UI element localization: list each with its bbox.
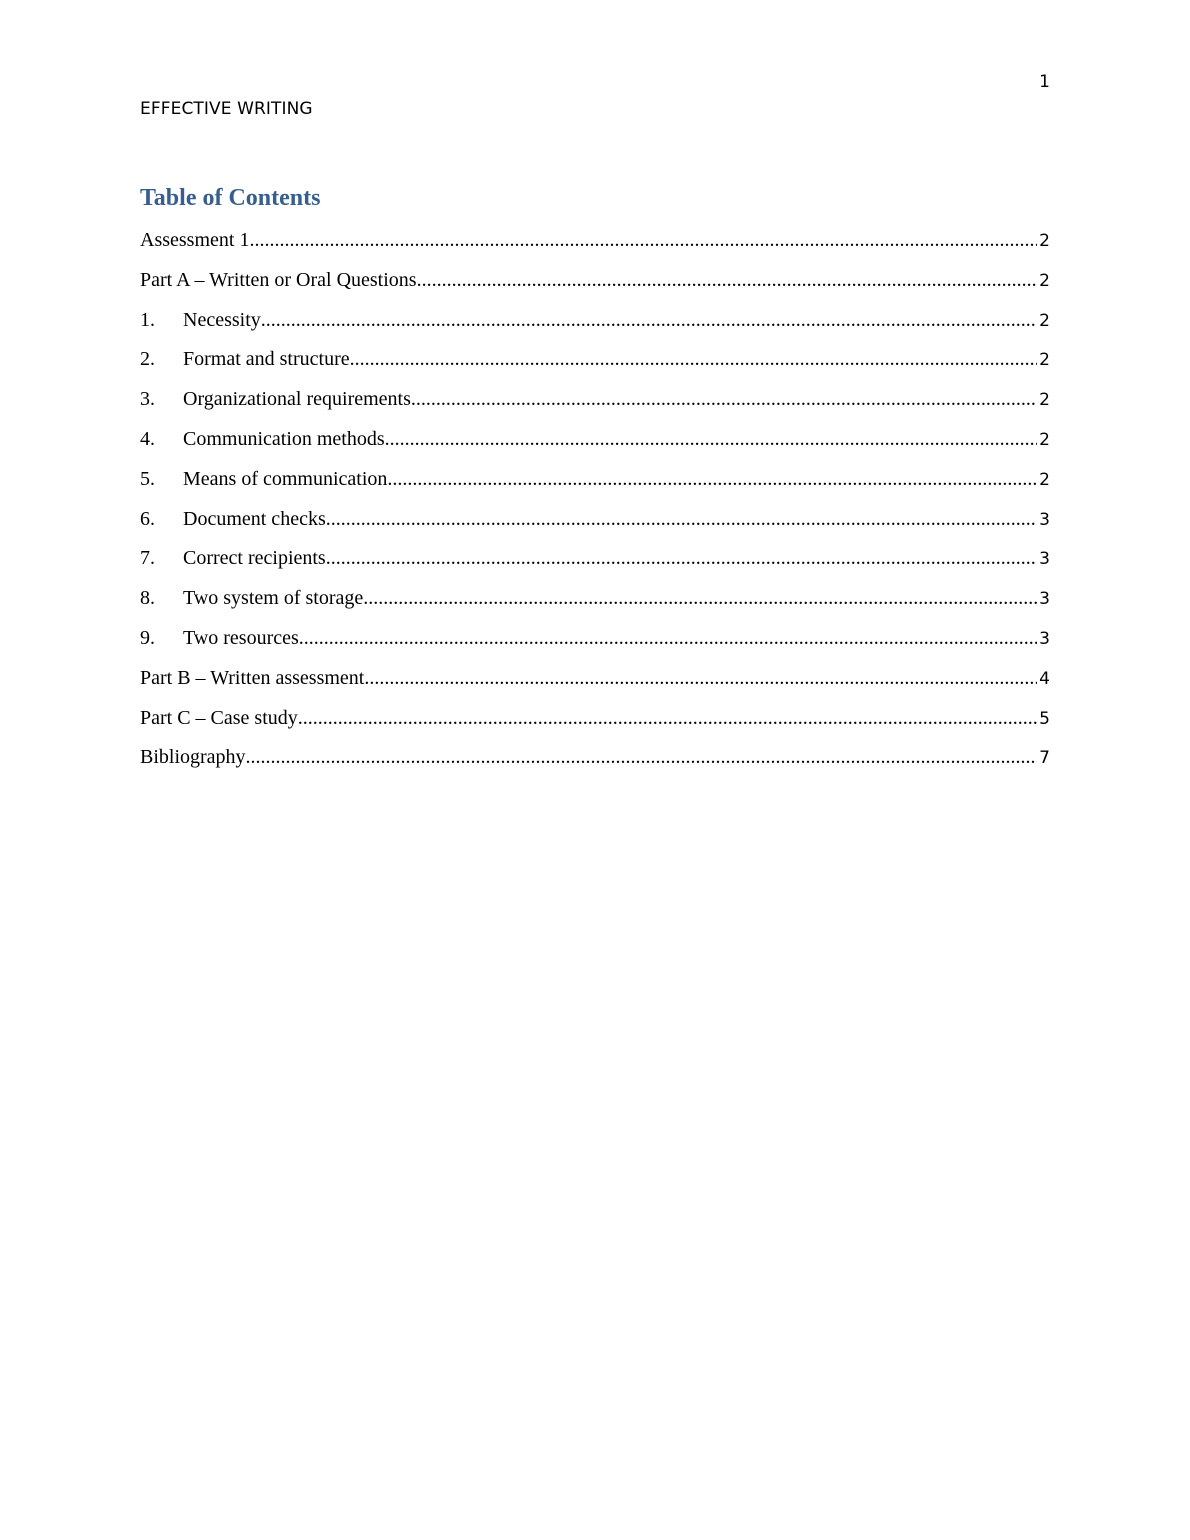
toc-entry-part-a[interactable] [140,266,1050,306]
toc-entry-page: 3 [1039,509,1050,530]
toc-entry-communication-methods[interactable] [140,425,1050,465]
toc-dot-leader [363,584,1037,612]
toc-entry-label: Two resources [183,626,299,649]
toc-entry-part-c[interactable] [140,704,1050,744]
toc-entry-number: 4. [140,427,155,450]
toc-entry-correct-recipients[interactable] [140,544,1050,584]
toc-title: Table of Contents [140,185,321,211]
toc-dot-leader [326,544,1037,572]
toc-entry-number: 1. [140,308,155,331]
toc-dot-leader [387,465,1037,493]
toc-dot-leader [246,743,1038,771]
toc-dot-leader [249,226,1037,254]
running-head: EFFECTIVE WRITING [140,99,313,119]
toc-entry-label: Necessity [183,308,261,331]
toc-entry-label: Part B – Written assessment [140,666,365,689]
toc-entry-format-and-structure[interactable] [140,345,1050,385]
toc-dot-leader [298,704,1037,732]
toc-entry-label: Correct recipients [183,547,326,570]
toc-entry-number: 2. [140,348,155,371]
toc-entry-page: 2 [1039,270,1050,291]
toc-entry-number: 9. [140,626,155,649]
toc-entry-number: 5. [140,467,155,490]
toc-entry-page: 3 [1039,589,1050,610]
toc-entry-organizational-requirements[interactable] [140,385,1050,425]
toc-entry-label: Assessment 1 [140,229,250,251]
toc-entry-page: 3 [1039,628,1050,649]
toc-entry-label: Organizational requirements [183,388,411,411]
toc-entry-page: 4 [1039,668,1050,689]
toc-entry-page: 2 [1039,429,1050,450]
toc-entry-page: 3 [1039,549,1050,570]
page-number: 1 [1039,72,1050,92]
toc-dot-leader [417,266,1038,294]
toc-entry-label: Bibliography [140,746,246,769]
toc-entry-page: 2 [1039,350,1050,371]
toc-entry-part-b[interactable] [140,664,1050,704]
toc-dot-leader [326,505,1037,533]
toc-entry-label: Format and structure [183,348,350,371]
toc-entry-page: 2 [1039,469,1050,490]
toc-entry-number: 3. [140,388,155,411]
toc-list [140,226,1050,783]
toc-dot-leader [261,306,1037,334]
toc-entry-label: Communication methods [183,427,385,450]
toc-entry-page: 2 [1039,231,1050,251]
toc-entry-document-checks[interactable] [140,505,1050,545]
toc-entry-label: Means of communication [183,467,388,490]
toc-entry-label: Two system of storage [183,587,364,610]
toc-entry-page: 2 [1039,390,1050,411]
toc-entry-means-of-communication[interactable] [140,465,1050,505]
toc-entry-label: Part C – Case study [140,706,298,729]
toc-entry-page: 5 [1039,708,1050,729]
toc-entry-label: Document checks [183,507,326,530]
toc-dot-leader [299,624,1037,652]
toc-entry-page: 7 [1039,748,1050,769]
toc-entry-two-system-of-storage[interactable] [140,584,1050,624]
toc-entry-page: 2 [1039,310,1050,331]
toc-entry-necessity[interactable] [140,306,1050,346]
toc-entry-two-resources[interactable] [140,624,1050,664]
toc-entry-number: 8. [140,587,155,610]
toc-entry-number: 6. [140,507,155,530]
toc-entry-number: 7. [140,547,155,570]
toc-entry-bibliography[interactable] [140,743,1050,783]
toc-entry-label: Part A – Written or Oral Questions [140,268,417,291]
toc-dot-leader [350,345,1038,373]
toc-entry-assessment-1[interactable] [140,226,1050,266]
toc-dot-leader [364,664,1037,692]
toc-dot-leader [411,385,1037,413]
toc-dot-leader [385,425,1038,453]
